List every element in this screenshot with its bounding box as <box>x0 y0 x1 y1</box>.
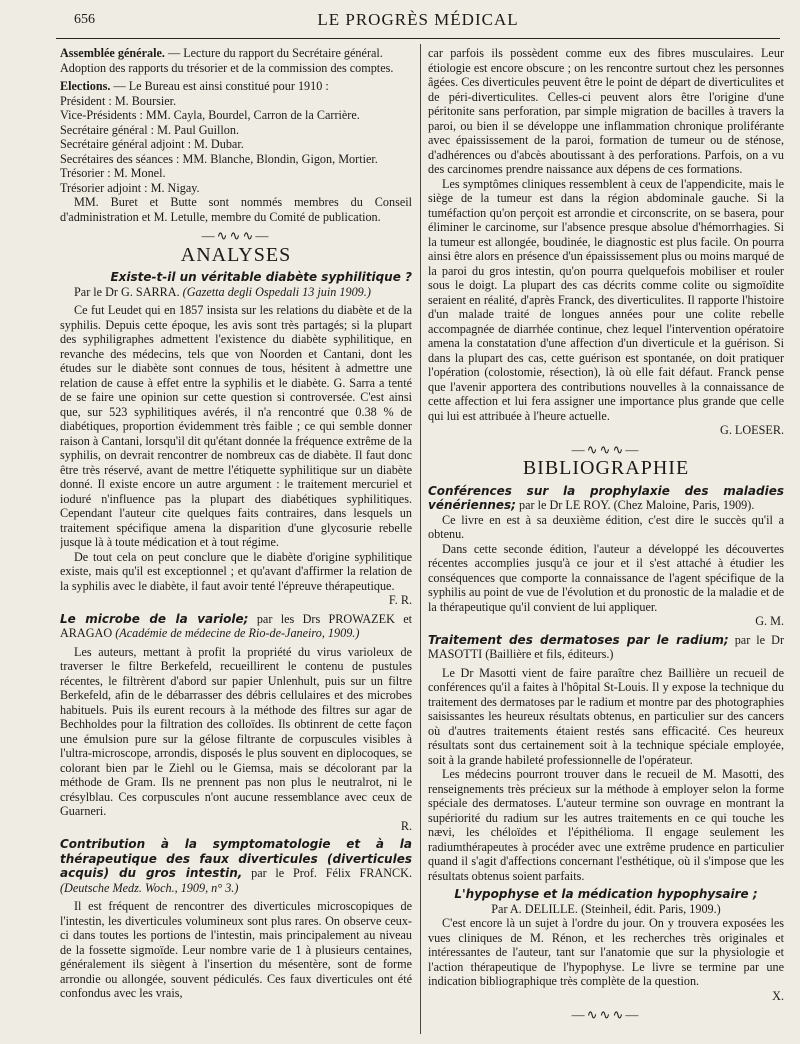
article3-signature-text: G. LOESER. <box>720 423 784 437</box>
article3-paragraph-2: Les symptômes cliniques ressemblent à ceux de l'appendicite, mais le siège de la tumeur est dans la région abdominale gauche. Si la tuméfaction qu'on perçoit est arrondie et circonscrite, on se basera, pour éliminer le carcinome, sur l'absence presque absolue d'hémorrhagies. Si la tumeur est allongée, boudinée, le diagnostic est plus facile. On pourra ainsi être alors en présence d'un épaississement plus ou moins marqué de la paroi du gros intestin, qu'on pourra quelquefois mobiliser et rouler sous le doigt. La plupart des cas décrits comme colite ou sigmoïdite seraient en réalité, d'après Franck, des diverticulites. Il rapporte l'histoire d'un malade traité de longues années pour une colite rebelle accompagnée de diarrhée continue, chez lequel l'intervention opératoire amena la constatation d'une affection d'un diverticule et la guérison. Si dans la plupart des cas, cette guérison est spontanée, on doit pratiquer l'opération (colostomie, résection), là où elle fait défaut. Franck pense que l'avenir apportera des contributions nouvelles à la connaissance de cette affection et lui fera assigner une importance plus grande que celle qui lui est attribuée à l'heure actuelle. <box>428 176 784 423</box>
assemblee-heading <box>60 46 412 61</box>
bureau-tresorier-adjoint: Trésorier adjoint : M. Nigay. <box>60 180 200 195</box>
header-rule <box>56 38 780 39</box>
bib3-author: Par A. DELILLE. (Steinheil, édit. Paris, 1909.) <box>491 901 721 916</box>
ornament-divider-3: —∿∿∿— <box>571 1007 641 1022</box>
bureau-secretaire-general: Secrétaire général : M. Paul Guillon. <box>60 122 240 137</box>
article2-source: (Académie de médecine de Rio-de-Janeiro, 1909.) <box>115 626 360 640</box>
article1-source: (Gazetta degli Ospedali 13 juin 1909.) <box>182 284 371 299</box>
bureau-vice-presidents: Vice-Présidents : MM. Cayla, Bourdel, Carron de la Carrière. <box>60 108 360 122</box>
elections-heading <box>60 79 412 94</box>
bib3-signature: X. <box>772 988 784 1003</box>
article2-paragraph-1: Les auteurs, mettant à profit la propriété du virus varioleux de traverser le filtre Berkefeld, recueillirent le contenu de pustules récentes, le filtrèrent d'abord sur papier Unlenhult, puis sur un filtre Berkefeld, afin de le débarrasser des débris cellulaires et des microbes habituels. Puis ils eurent recours à la méthode des filtres sur agar de Bechholdes pour la filtration des colloïdes. Ils obtinrent de cette façon une émulsion pure sur la gélose filtrante de corpuscules visibles à l'ultra-microscope, arrondis, disposés le plus souvent en diplocoques, se colorant bien par le Ziehl ou le Giemsa, mais se décolorant par la méthode de Gram. Ils ne prennent pas non plus le neutralrot, ni le crésylblau. Ces corpuscules n'ont aucune ressemblance avec ceux de Guarneri. <box>60 644 412 818</box>
assemblee-label: Assemblée générale. <box>60 46 165 60</box>
page-number: 656 <box>74 12 95 27</box>
bureau-tresorier: Trésorier : M. Monel. <box>60 166 166 180</box>
elections-text: — Le Bureau est ainsi constitué pour 1910 : <box>113 79 329 93</box>
article1-paragraph-1: Ce fut Leudet qui en 1857 insista sur les relations du diabète et de la syphilis. Depuis cette époque, les avis sont très partagés; si la plupart des syphiligraphes admettent l'existence du diabète syphilitique, en revanche des médecins, tels que von Noorden et Cantani, dont les études sur le diabète sont connues de tous, hésitent à admettre une relation de cause à effet entre la syphilis et le diabète. G. Sarra a tenté de se faire une opinion sur cette question si controversée. C'est ainsi que, sur 523 syphilitiques avérés, il n'a rencontré que 0.38 % de diabétiques, proportion évidemment très faible ; ce qui semble donner raison à Cantani, lorsqu'il dit qu'étant donnée la fréquence extrême de la syphilis, on devrait rencontrer de nombreux cas de diabète. Il faut donc être très réservé, avant de mettre l'étiquette syphilitique sur un diabète donné. Il existe encore un autre argument : le traitement mercuriel et ioduré n'influence pas la plupart des diabétiques syphilitiques. Cependant l'auteur cite quelques faits contraires, dans lesquels un traitement spécifique amena la disparition d'une glycosurie rebelle jusque là à toute médication et à tout régime. <box>60 303 412 549</box>
bib1-title-text: Conférences sur la prophylaxie des maladies vénériennes; <box>428 483 784 512</box>
journal-title: LE PROGRÈS MÉDICAL <box>317 10 519 29</box>
article3-author: par le Prof. Félix FRANCK. <box>251 866 412 880</box>
bib2-paragraph-2: Les médecins pourront trouver dans le recueil de M. Masotti, des renseignements très précieux sur la méthode à employer selon la forme spéciale des dermatoses. L'auteur termine son ouvrage en montrant la supériorité du radium sur les autres traitements en ce qui touche les nævi, les chéloïdes et l'épithélioma. Il engage seulement les radiumthérapeutes à procéder avec une extrême prudence en particulier quand il s'agit d'affections concernant l'esthétique, où il s'impose que les résultats obtenus soient parfaits. <box>428 767 784 883</box>
article2-authors: par les Drs PROWAZEK et ARAGAO <box>60 611 412 640</box>
article1-author: Par le Dr G. SARRA. <box>74 284 180 299</box>
article1-title <box>60 270 412 285</box>
bibliographie-title: BIBLIOGRAPHIE <box>522 457 690 479</box>
bib1-title <box>428 484 784 513</box>
bib1-paragraph-2: Dans cette seconde édition, l'auteur a développé les découvertes récentes accomplies jusqu'à ce jour et il s'est attaché à étudier les conséquences que comporte la connaissance de l'agent spécifique de la syphilis au point de vue de l'évolution et du pronostic de la maladie et de la thérapeutique qu'il convient de lui appliquer. <box>428 541 784 614</box>
bureau-conseil: MM. Buret et Butte sont nommés membres du Conseil d'administration et M. Letulle, membre du Comité de publication. <box>60 195 412 224</box>
article3-continued: car parfois ils possèdent comme eux des fibres musculaires. Leur étiologie est encore obscure ; on les rencontre surtout chez les personnes âgées. Ces diverticules peuvent être le point de départ de diverticulites et de péri-diverticulites. Celles-ci peuvent alors être l'origine d'une péritonite sans perforation, par simple migration de bacilles à travers la paroi, ou bien il se développe une inflammation chronique proliférante avec épaississement de la paroi, formation de tumeur ou de sténose, d'adhérences ou d'abcès aboutissant à des perforations. Parfois, on a vu des carcinomes prendre naissance aux dépens de ces formations. <box>428 46 784 176</box>
article2-title-text: Le microbe de la variole; <box>60 611 249 626</box>
bib2-title-text: Traitement des dermatoses par le radium; <box>428 632 729 647</box>
adoption-paragraph: Adoption des rapports du trésorier et de la commission des comptes. <box>60 60 394 75</box>
assemblee-text: — Lecture du rapport du Secrétaire général. <box>167 46 383 60</box>
bib2-paragraph-1: Le Dr Masotti vient de faire paraître chez Baillière un recueil de conférences qu'il a faites à l'hôpital St-Louis. Il y expose la technique du traitement des dermatoses par le radium et montre par des photographies saisissantes les heureux résultats obtenus, en particulier sur des cancers où d'autres traitements étaient restés sans efficacité. Ces heureux résultats sont dus certainement soit à la technique spéciale employée, soit à la grande habileté professionnelle de l'opérateur. <box>428 665 784 767</box>
article1-signature: F. R. <box>388 593 412 607</box>
bureau-secretaire-adjoint: Secrétaire général adjoint : M. Dubar. <box>60 137 244 151</box>
right-column <box>428 46 784 1036</box>
ornament-divider: —∿∿∿— <box>201 228 271 243</box>
bib3-title <box>428 887 784 902</box>
article3-title <box>60 837 412 895</box>
article2-signature: R. <box>400 818 412 833</box>
bib1-signature: G. M. <box>755 614 784 628</box>
bib2-author: par le Dr MASOTTI (Baillière et fils, éditeurs.) <box>428 632 784 661</box>
bureau-president: Président : M. Boursier. <box>60 93 177 108</box>
article2-title <box>60 612 412 641</box>
column-divider <box>420 44 421 1034</box>
bib3-title-text: L'hypophyse et la médication hypophysaire ; <box>454 887 758 901</box>
bib1-paragraph-1: Ce livre en est à sa deuxième édition, c'est dire le succès qu'il a obtenu. <box>428 512 784 541</box>
analyses-title: ANALYSES <box>180 243 292 266</box>
article3-source: (Deutsche Medz. Woch., 1909, n° 3.) <box>60 880 239 895</box>
bib1-author: par le Dr LE ROY. (Chez Maloine, Paris, 1909). <box>519 498 755 512</box>
page-header <box>56 10 780 36</box>
article1-byline <box>60 285 412 300</box>
article1-paragraph-2: De tout cela on peut conclure que le diabète d'origine syphilitique existe, mais qu'il est exceptionnel ; et qu'avant d'affirmer la relation de la syphilis avec le diabète, il faut avoir tenté l'épreuve thérapeutique. <box>60 549 412 593</box>
bib3-paragraph-1: C'est encore là un sujet à l'ordre du jour. On y trouvera exposées les vues cliniques de M. Rénon, et les recherches très originales et intéressantes de l'auteur, tant sur l'anatomie que sur la physiologie et l'action thérapeutique de l'hypophyse. Le livre se termine par une indication bibliographique très complète de la question. <box>428 916 784 988</box>
bib2-title <box>428 633 784 662</box>
ornament-divider-2: —∿∿∿— <box>571 441 641 457</box>
article3-signature <box>428 423 784 438</box>
bureau-secretaires-seances: Secrétaires des séances : MM. Blanche, Blondin, Gigon, Mortier. <box>60 151 378 166</box>
article1-title-text: Existe-t-il un véritable diabète syphilitique ? <box>110 270 412 284</box>
elections-label: Elections. <box>60 79 111 93</box>
article3-paragraph-1: Il est fréquent de rencontrer des diverticules microscopiques de l'intestin, les diverticules volumineux sont plus rares. On observe ceux-ci dans toutes les portions de l'intestin, mais principalement au niveau de la fossette sigmoïde. Leur nombre varie de 1 à plusieurs centaines, généralement ils siègent à l'insertion du mésentère, sont de forme arrondie ou allongée, souvent pédiculés. Ces faux diverticules ont été confondus avec les vrais, <box>60 899 412 1000</box>
article3-title-text: Contribution à la symptomatologie et à la thérapeutique des faux diverticules (diverticules acquis) du gros intestin, <box>60 837 412 880</box>
left-column <box>60 46 412 1036</box>
